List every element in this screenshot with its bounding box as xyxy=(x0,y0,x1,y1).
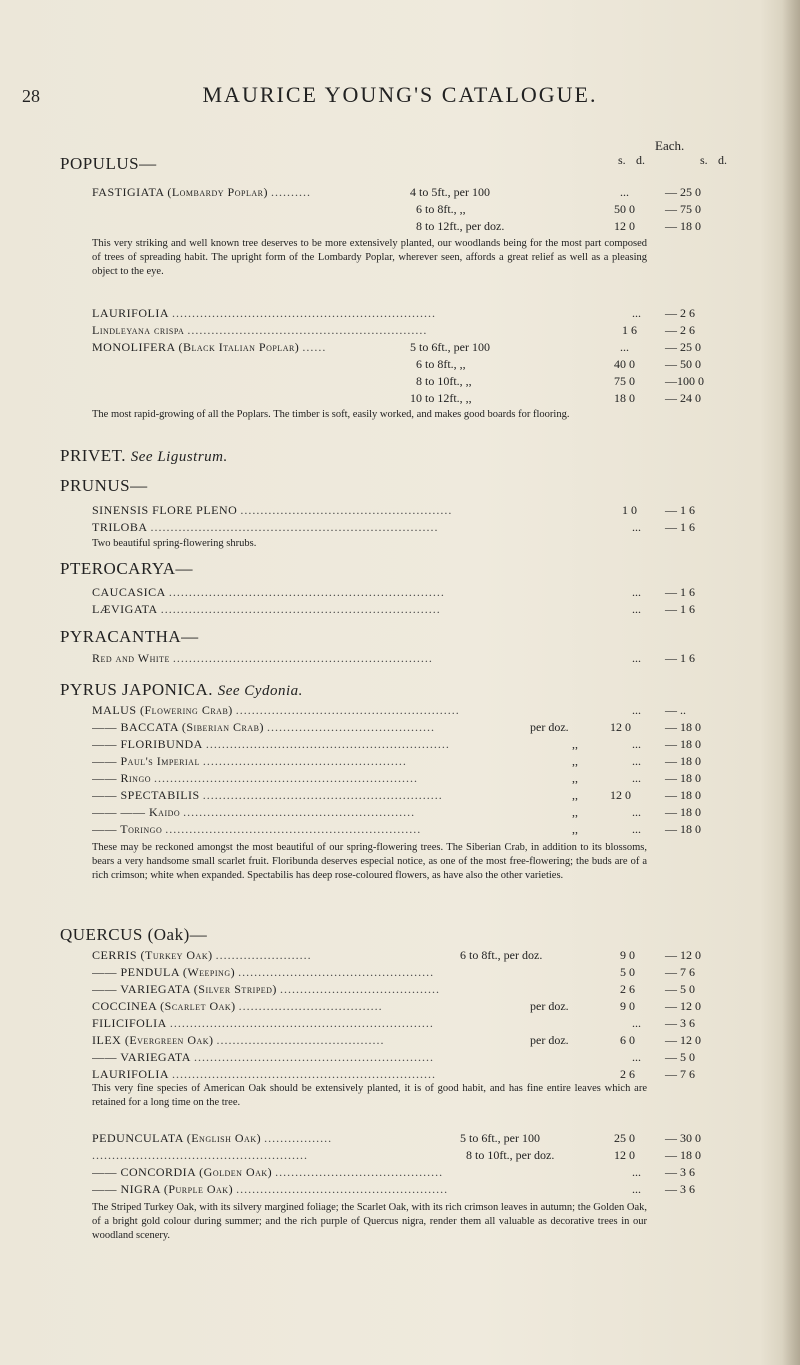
entry-name: MONOLIFERA (Black Italian Poplar) ...... xyxy=(92,340,327,354)
entry-name: COCCINEA (Scarlet Oak) .................................... xyxy=(92,999,383,1013)
entry-unit: ,, xyxy=(572,805,578,819)
entry-note: This very fine species of American Oak should be extensively planted, it is of good habit, and has fine entire leaves which are retained for a long time on the tree. xyxy=(92,1083,647,1108)
price-low: 12 0 xyxy=(610,720,631,734)
entry-unit: ,, xyxy=(572,822,578,836)
price-high: — 75 0 xyxy=(665,202,701,216)
entry-note: This very striking and well known tree deserves to be more extensively planted, our woodlands being for the most part composed of trees of spreading habit. The upright form of the Lombardy Poplar, wherever seen, affords a great relief as well as a pleasing object to the eye. xyxy=(92,238,647,277)
price-high: — 3 6 xyxy=(665,1165,695,1179)
price-low: 75 0 xyxy=(614,374,635,388)
price-low: 25 0 xyxy=(614,1131,635,1145)
entry-name: FASTIGIATA (Lombardy Poplar) .......... xyxy=(92,185,311,199)
entry-size: 6 to 8ft., ,, xyxy=(416,202,466,216)
price-high: — 18 0 xyxy=(665,1148,701,1162)
page-edge-shadow xyxy=(782,0,800,1365)
entry-note: Two beautiful spring-flowering shrubs. xyxy=(92,538,257,549)
price-low: ... xyxy=(632,822,641,836)
price-high: — 50 0 xyxy=(665,357,701,371)
price-low: 50 0 xyxy=(614,202,635,216)
section-heading-pyracantha: PYRACANTHA— xyxy=(60,627,199,646)
price-low: ... xyxy=(632,805,641,819)
entry-name: LAURIFOLIA .................................................................. xyxy=(92,306,436,320)
entry-name: —— BACCATA (Siberian Crab) .......................................... xyxy=(92,720,435,734)
entry-name: —— VARIEGATA (Silver Striped) ........................................ xyxy=(92,982,440,996)
price-low: 6 0 xyxy=(620,1033,635,1047)
entry-size: 6 to 8ft., ,, xyxy=(416,357,466,371)
entry-name: FILICIFOLIA .................................................................. xyxy=(92,1016,434,1030)
price-low: ... xyxy=(620,185,629,199)
entry-name: —— Paul's Imperial ................................................... xyxy=(92,754,407,768)
entry-name: CAUCASICA ..................................................................... xyxy=(92,585,445,599)
section-heading-populus: POPULUS— xyxy=(60,154,157,173)
price-high: — 7 6 xyxy=(665,965,695,979)
entry-unit: ,, xyxy=(572,737,578,751)
column-s2: s. xyxy=(700,153,708,167)
price-high: — 3 6 xyxy=(665,1016,695,1030)
price-high: — 18 0 xyxy=(665,219,701,233)
price-high: — 5 0 xyxy=(665,1050,695,1064)
entry-name: —— Ringo .................................................................. xyxy=(92,771,418,785)
price-high: — 2 6 xyxy=(665,306,695,320)
price-low: 1 6 xyxy=(622,323,637,337)
price-high: — 18 0 xyxy=(665,805,701,819)
price-low: 1 0 xyxy=(622,503,637,517)
price-high: — .. xyxy=(665,703,686,717)
entry-size: 5 to 6ft., per 100 xyxy=(460,1131,540,1145)
entry-name: ILEX (Evergreen Oak) .......................................... xyxy=(92,1033,385,1047)
section-heading-pyrus: PYRUS JAPONICA. See Cydonia. xyxy=(60,680,303,699)
price-low: 12 0 xyxy=(614,1148,635,1162)
price-high: — 5 0 xyxy=(665,982,695,996)
price-high: — 18 0 xyxy=(665,754,701,768)
entry-unit: ,, xyxy=(572,788,578,802)
price-low: ... xyxy=(632,651,641,665)
price-low: 5 0 xyxy=(620,965,635,979)
entry-name: LAURIFOLIA .................................................................. xyxy=(92,1067,436,1081)
entry-size: 10 to 12ft., ,, xyxy=(410,391,472,405)
price-low: 2 6 xyxy=(620,1067,635,1081)
entry-name: —— NIGRA (Purple Oak) ..................................................... xyxy=(92,1182,449,1196)
price-low: ... xyxy=(632,703,641,717)
column-header-each: Each. xyxy=(655,138,685,153)
entry-unit: ,, xyxy=(572,771,578,785)
entry-size: 5 to 6ft., per 100 xyxy=(410,340,490,354)
entry-size: 8 to 12ft., per doz. xyxy=(416,219,505,233)
entry-unit: per doz. xyxy=(530,720,569,734)
price-high: — 12 0 xyxy=(665,999,701,1013)
column-d1: d. xyxy=(636,153,645,167)
section-heading-privet: PRIVET. See Ligustrum. xyxy=(60,446,228,465)
price-low: 12 0 xyxy=(614,219,635,233)
price-low: ... xyxy=(632,585,641,599)
section-heading-prunus: PRUNUS— xyxy=(60,476,148,495)
price-low: ... xyxy=(632,754,641,768)
price-low: 12 0 xyxy=(610,788,631,802)
price-high: — 12 0 xyxy=(665,948,701,962)
entry-size: 6 to 8ft., per doz. xyxy=(460,948,543,962)
price-high: — 1 6 xyxy=(665,651,695,665)
price-high: — 30 0 xyxy=(665,1131,701,1145)
entry-name: MALUS (Flowering Crab) ........................................................ xyxy=(92,703,460,717)
entry-name: CERRIS (Turkey Oak) ........................ xyxy=(92,948,312,962)
price-high: — 2 6 xyxy=(665,323,695,337)
section-heading-quercus: QUERCUS (Oak)— xyxy=(60,925,208,944)
price-low: 40 0 xyxy=(614,357,635,371)
price-low: 9 0 xyxy=(620,999,635,1013)
entry-name: —— Toringo ................................................................ xyxy=(92,822,422,836)
price-high: — 18 0 xyxy=(665,720,701,734)
entry-name: PEDUNCULATA (English Oak) ................. xyxy=(92,1131,333,1145)
column-d2: d. xyxy=(718,153,727,167)
price-high: — 1 6 xyxy=(665,503,695,517)
price-low: ... xyxy=(632,737,641,751)
price-low: ... xyxy=(632,602,641,616)
entry-size: 8 to 10ft., ,, xyxy=(416,374,472,388)
price-high: — 1 6 xyxy=(665,520,695,534)
entry-name: SINENSIS FLORE PLENO ..................................................... xyxy=(92,503,453,517)
price-low: ... xyxy=(632,1182,641,1196)
entry-note: The Striped Turkey Oak, with its silvery margined foliage; the Scarlet Oak, with its rich crimson leaves in autumn; the Golden Oak, of a bright gold colour during summer; and the rich purple of Quercus nigra, render them all valuable as decorative trees in our woodland scenery. xyxy=(92,1202,647,1241)
price-high: — 18 0 xyxy=(665,788,701,802)
entry-size: 8 to 10ft., per doz. xyxy=(466,1148,555,1162)
column-s1: s. xyxy=(618,153,626,167)
price-low: 18 0 xyxy=(614,391,635,405)
price-high: — 18 0 xyxy=(665,737,701,751)
price-low: 9 0 xyxy=(620,948,635,962)
entry-name: —— SPECTABILIS ............................................................ xyxy=(92,788,443,802)
price-low: ... xyxy=(632,771,641,785)
price-high: —100 0 xyxy=(665,374,704,388)
price-high: — 25 0 xyxy=(665,340,701,354)
entry-name: —— —— Kaido .......................................................... xyxy=(92,805,416,819)
price-high: — 18 0 xyxy=(665,771,701,785)
entry-size: 4 to 5ft., per 100 xyxy=(410,185,490,199)
price-low: 2 6 xyxy=(620,982,635,996)
entry-unit: per doz. xyxy=(530,999,569,1013)
entry-name: —— CONCORDIA (Golden Oak) .......................................... xyxy=(92,1165,444,1179)
price-high: — 12 0 xyxy=(665,1033,701,1047)
price-high: — 18 0 xyxy=(665,822,701,836)
entry-unit: per doz. xyxy=(530,1033,569,1047)
price-low: ... xyxy=(632,1165,641,1179)
entry-name: —— VARIEGATA ............................................................ xyxy=(92,1050,434,1064)
entry-name: Red and White ................................................................. xyxy=(92,651,433,665)
entry-name: —— FLORIBUNDA ............................................................. xyxy=(92,737,450,751)
entry-name: TRILOBA ........................................................................ xyxy=(92,520,439,534)
price-high: — 25 0 xyxy=(665,185,701,199)
price-low: ... xyxy=(632,1016,641,1030)
entry-note: The most rapid-growing of all the Poplars. The timber is soft, easily worked, and makes good boards for flooring. xyxy=(92,409,570,420)
price-low: ... xyxy=(632,306,641,320)
entry-name: Lindleyana crispa ............................................................ xyxy=(92,323,428,337)
entry-name: —— PENDULA (Weeping) ................................................. xyxy=(92,965,435,979)
entry-note: These may be reckoned amongst the most beautiful of our spring-flowering trees. The Siberian Crab, in addition to its blossoms, bears a very handsome small scarlet fruit. Floribunda deserves especial notice, as one of the most free-flowering; the buds are of a rich crimson; white when expanded. Spectabilis has deep rose-coloured flowers, as have also the other varieties. xyxy=(92,842,647,881)
entry-name: LÆVIGATA ...................................................................... xyxy=(92,602,441,616)
price-high: — 3 6 xyxy=(665,1182,695,1196)
page-number: 28 xyxy=(22,86,40,106)
price-high: — 1 6 xyxy=(665,602,695,616)
entry-leader: ...................................................... xyxy=(92,1148,308,1162)
price-low: ... xyxy=(620,340,629,354)
price-high: — 7 6 xyxy=(665,1067,695,1081)
price-low: ... xyxy=(632,1050,641,1064)
price-high: — 24 0 xyxy=(665,391,701,405)
price-high: — 1 6 xyxy=(665,585,695,599)
price-low: ... xyxy=(632,520,641,534)
entry-unit: ,, xyxy=(572,754,578,768)
running-head: MAURICE YOUNG'S CATALOGUE. xyxy=(202,82,598,107)
section-heading-pterocarya: PTEROCARYA— xyxy=(60,559,194,578)
